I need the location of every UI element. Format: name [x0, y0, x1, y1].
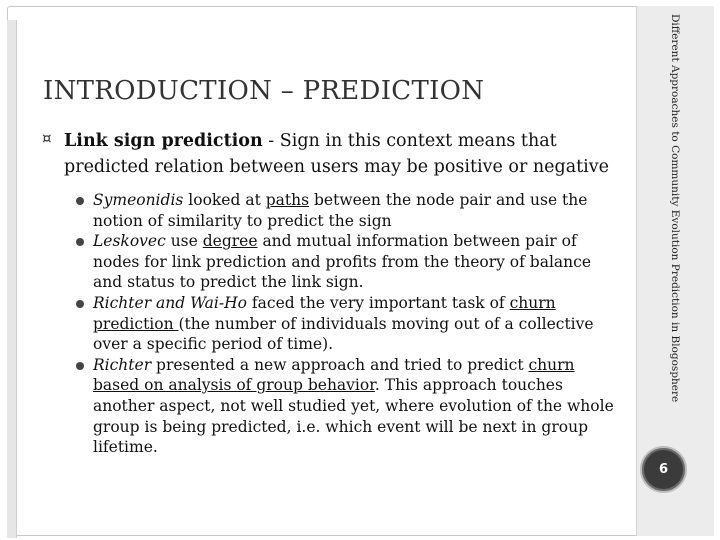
item-author: Leskovec: [93, 232, 166, 251]
page-number-badge: [640, 446, 687, 493]
list-item: Symeonidis looked at paths between the node pair and use the notion of similarity to predict the sign: [76, 190, 620, 231]
bullet-dot-icon: [76, 300, 84, 308]
item-author: Richter and Wai-Ho: [93, 293, 247, 312]
underlined-term: paths: [265, 191, 310, 209]
vertical-side-title: [665, 4, 685, 412]
list-item: Richter presented a new approach and tried to predict churn based on analysis of group behavior. This approach touches another aspect, not well studied yet, where evolution of the whole group is being predicted, i.e. which event will be next in group lifetime.: [76, 355, 620, 458]
bullet-dot-icon: [76, 197, 84, 205]
underlined-term: churn based on analysis of group behavior: [93, 355, 575, 395]
list-item: Leskovec use degree and mutual information between pair of nodes for link prediction and profits from the theory of balance and status to predict the link sign.: [76, 231, 620, 293]
main-bullet-label: Link sign prediction: [64, 131, 263, 151]
item-author: Symeonidis: [93, 191, 184, 209]
page-number: 6: [658, 462, 669, 477]
left-decorative-bar: [7, 20, 17, 538]
item-author: Richter: [93, 355, 152, 374]
main-bullet-text: [64, 128, 620, 180]
sub-bullet-list: [42, 190, 620, 458]
bullet-dot-icon: [76, 362, 84, 370]
ornament-bullet-icon: ¤: [42, 129, 52, 147]
underlined-term: churn prediction: [93, 293, 556, 333]
list-item: Richter and Wai-Ho faced the very important task of churn prediction (the number of individuals moving out of a collective over a specific period of time).: [76, 293, 620, 355]
slide-content: [42, 128, 620, 458]
slide-title: INTRODUCTION – PREDICTION: [43, 76, 485, 106]
side-title-text: Different Approaches to Community Evolution Prediction in Blogosphere: [669, 13, 681, 403]
bullet-dot-icon: [76, 238, 84, 246]
main-bullet-item: [42, 128, 620, 180]
main-bullet-body: - Sign in this context means that predicted relation between users may be positive or negative: [64, 131, 610, 177]
underlined-term: degree: [202, 232, 258, 251]
